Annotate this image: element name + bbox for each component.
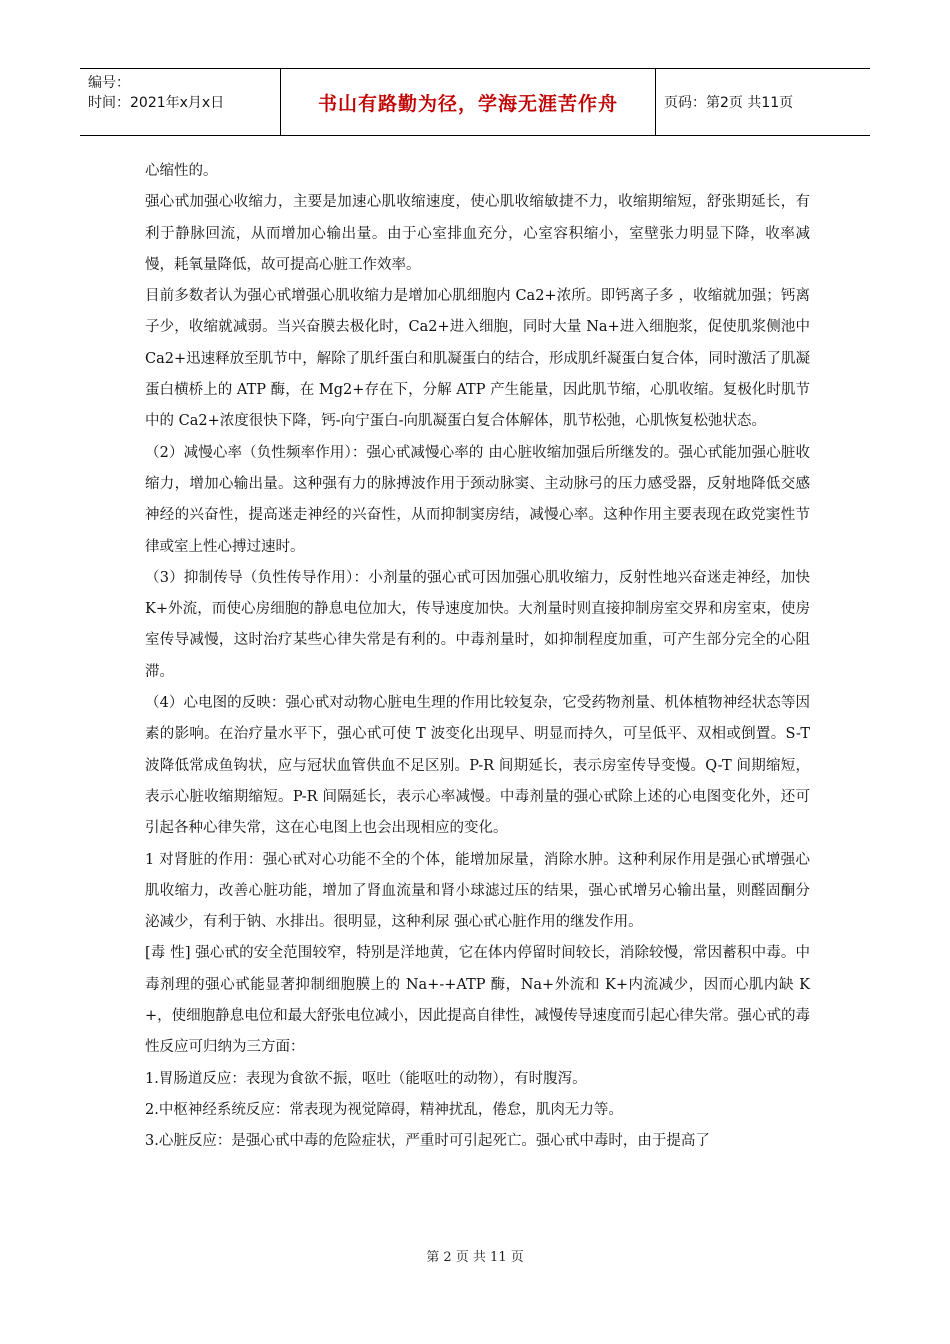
- paragraph: 强心甙加强心收缩力，主要是加速心肌收缩速度，使心肌收缩敏捷不力，收缩期缩短，舒张期延长，有利于静脉回流，从而增加心输出量。由于心室排血充分，心室容积缩小，室壁张力明显下降，收率减慢，耗氧量降低，故可提高心脏工作效率。: [145, 194, 810, 273]
- paragraph: 3.心脏反应：是强心甙中毒的危险症状，严重时可引起死亡。强心甙中毒时，由于提高了: [145, 1133, 710, 1150]
- document-time-label: 时间：2021年x月x日: [88, 95, 225, 111]
- document-number-label: 编号：: [88, 75, 130, 91]
- paragraph: 2.中枢神经系统反应：常表现为视觉障碍，精神扰乱，倦怠，肌肉无力等。: [145, 1101, 623, 1118]
- paragraph: （3）抑制传导（负性传导作用）：小剂量的强心甙可因加强心肌收缩力，反射性地兴奋迷走神经，加快 K+外流，而使心房细胞的静息电位加大，传导速度加快。大剂量时则直接抑制房室交界和房室束，使房室传导减慢，这时治疗某些心律失常是有利的。中毒剂量时，如抑制程度加重，可产生部分完全的心阻滞。: [145, 569, 810, 680]
- paragraph: 目前多数者认为强心甙增强心肌收缩力是增加心肌细胞内 Ca2+浓所。即钙离子多 ，收缩就加强；钙离子少，收缩就减弱。当兴奋膜去极化时，Ca2+进入细胞，同时大量 Na+进入细胞浆，促使肌浆侧池中 Ca2+迅速释放至肌节中，解除了肌纤蛋白和肌凝蛋白的结合，形成肌纤凝蛋白复合体，同时激活了肌凝蛋白横桥上的 ATP 酶，在 Mg2+存在下，分解 ATP 产生能量，因此肌节缩，心肌收缩。复极化时肌节中的 Ca2+浓度很快下降，钙-向宁蛋白-向肌凝蛋白复合体解体，肌节松弛，心肌恢复松弛状态。: [145, 288, 810, 430]
- page-header: [80, 68, 870, 136]
- header-motto: 书山有路勤为径，学海无涯苦作舟: [281, 69, 656, 135]
- paragraph: 心缩性的。: [145, 163, 218, 179]
- document-body: [145, 156, 810, 1158]
- paragraph: 1.胃肠道反应：表现为食欲不振，呕吐（能呕吐的动物），有时腹泻。: [145, 1070, 587, 1087]
- header-page-label: 页码：第2页 共11页: [664, 95, 794, 111]
- header-meta: [80, 69, 281, 135]
- paragraph: （2）减慢心率（负性频率作用）：强心甙减慢心率的 由心脏收缩加强后所继发的。强心甙能加强心脏收缩力，增加心输出量。这种强有力的脉搏波作用于颈动脉窦、主动脉弓的压力感受器，反射地降低交感神经的兴奋性，提高迷走神经的兴奋性，从而抑制窦房结，减慢心率。这种作用主要表现在政党窦性节律或室上性心搏过速时。: [145, 444, 810, 555]
- paragraph: 1 对肾脏的作用：强心甙对心功能不全的个体，能增加尿量，消除水肿。这种利尿作用是强心甙增强心肌收缩力，改善心脏功能，增加了肾血流量和肾小球滤过压的结果，强心甙增另心输出量，则醛固酮分泌减少，有利于钠、水排出。很明显，这种利尿 强心甙心脏作用的继发作用。: [145, 851, 810, 931]
- paragraph: [毒 性] 强心甙的安全范围较窄，特别是洋地黄，它在体内停留时间较长，消除较慢，常因蓄积中毒。中毒剂理的强心甙能显著抑制细胞膜上的 Na+-+ATP 酶，Na+外流和 K+内流减少，因而心肌内缺 K+，使细胞静息电位和最大舒张电位减小，因此提高自律性，减慢传导速度而引起心律失常。强心甙的毒性反应可归纳为三方面：: [145, 945, 810, 1056]
- page-footer: 第 2 页 共 11 页: [426, 1250, 524, 1265]
- paragraph: （4）心电图的反映：强心甙对动物心脏电生理的作用比较复杂，它受药物剂量、机体植物神经状态等因素的影响。在治疗量水平下，强心甙可使 T 波变化出现早、明显而持久，可呈低平、双相或倒置。S-T 波降低常成鱼钩状，应与冠状血管供血不足区别。P-R 间期延长，表示房室传导变慢。Q-T 间期缩短，表示心脏收缩期缩短。P-R 间隔延长，表示心率减慢。中毒剂量的强心甙除上述的心电图变化外，还可引起各种心律失常，这在心电图上也会出现相应的变化。: [145, 695, 810, 837]
